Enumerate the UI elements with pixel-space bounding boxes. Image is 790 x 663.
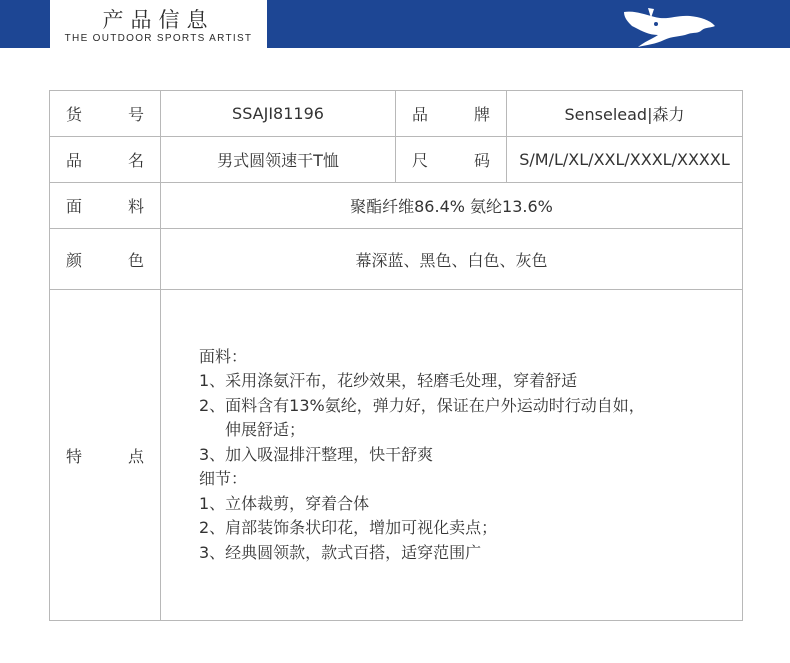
features-line: 1、立体裁剪，穿着合体 bbox=[199, 493, 370, 513]
value-color: 幕深蓝、黑色、白色、灰色 bbox=[161, 229, 743, 290]
features-line: 3、加入吸湿排汗整理，快干舒爽 bbox=[199, 444, 434, 464]
table-row bbox=[50, 229, 743, 290]
features-line: 1、采用涤氨汗布，花纱效果，轻磨毛处理，穿着舒适 bbox=[199, 371, 578, 391]
features-line: 面料： bbox=[199, 346, 248, 366]
header-banner bbox=[0, 0, 790, 48]
value-fabric: 聚酯纤维86.4% 氨纶13.6% bbox=[161, 183, 743, 229]
value-brand: Senselead|森力 bbox=[507, 91, 743, 137]
table-row bbox=[50, 91, 743, 137]
features-list bbox=[161, 290, 743, 621]
label-features: 特 点 bbox=[50, 290, 161, 621]
features-line: 2、肩部装饰条状印花，增加可视化卖点； bbox=[199, 518, 498, 538]
features-line: 3、经典圆领款，款式百搭，适穿范围广 bbox=[199, 542, 482, 562]
label-brand: 品 牌 bbox=[396, 91, 507, 137]
label-fabric: 面 料 bbox=[50, 183, 161, 229]
table-row bbox=[50, 137, 743, 183]
page-title: 产品信息 bbox=[102, 8, 215, 32]
page-subtitle: THE OUTDOOR SPORTS ARTIST bbox=[64, 33, 253, 44]
product-info-table bbox=[49, 90, 743, 621]
value-item-number: SSAJI81196 bbox=[161, 91, 396, 137]
title-box bbox=[50, 0, 267, 48]
table-row bbox=[50, 290, 743, 621]
bird-logo-icon bbox=[618, 6, 718, 48]
value-size: S/M/L/XL/XXL/XXXL/XXXXL bbox=[507, 137, 743, 183]
table-row bbox=[50, 183, 743, 229]
value-product-name: 男式圆领速干T恤 bbox=[161, 137, 396, 183]
features-line: 细节： bbox=[199, 469, 248, 489]
label-item-number: 货 号 bbox=[50, 91, 161, 137]
label-color: 颜 色 bbox=[50, 229, 161, 290]
features-line: 2、面料含有13%氨纶，弹力好，保证在户外运动时行动自如， bbox=[199, 395, 645, 415]
label-product-name: 品 名 bbox=[50, 137, 161, 183]
label-size: 尺 码 bbox=[396, 137, 507, 183]
features-line: 伸展舒适； bbox=[225, 420, 306, 440]
